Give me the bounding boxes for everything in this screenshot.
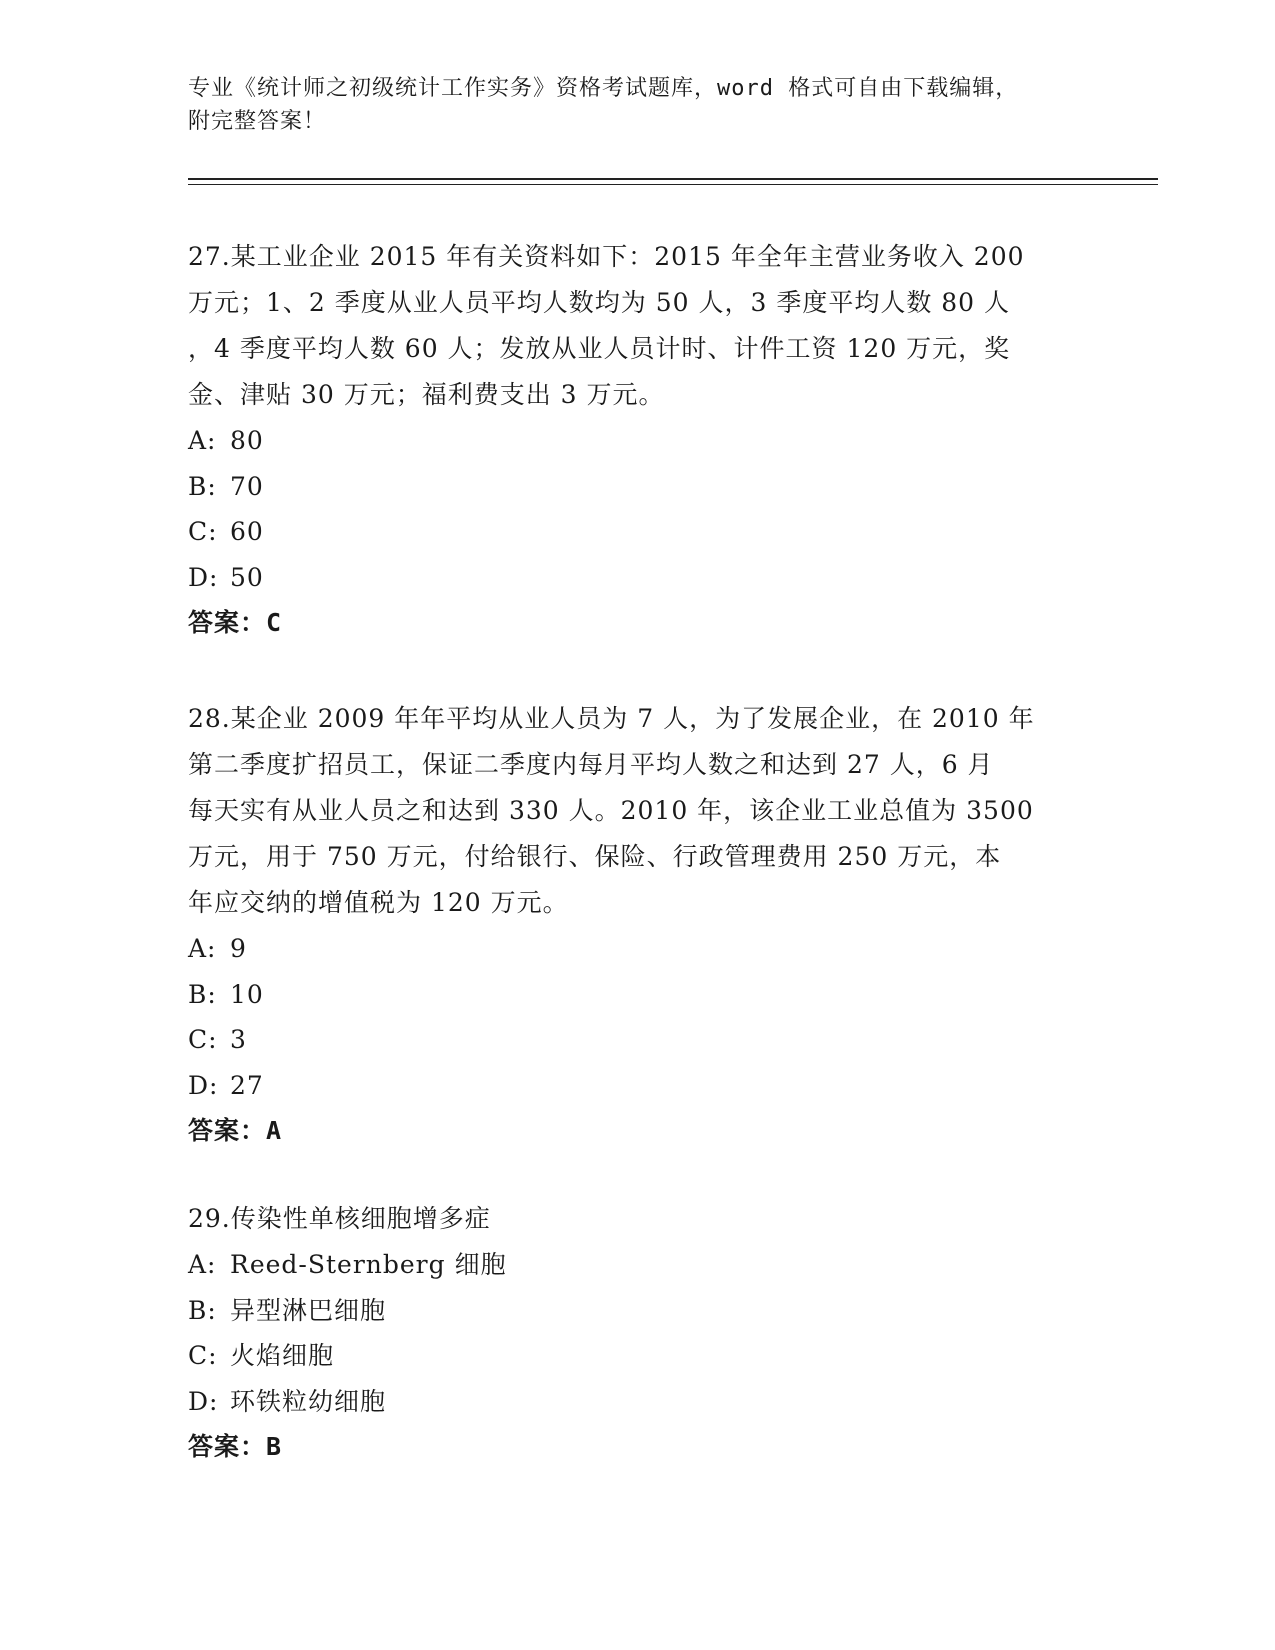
option-a: A: 80	[188, 426, 264, 455]
option-a: A: 9	[188, 934, 247, 963]
question-29	[188, 1196, 1068, 1470]
question-text-line: 万元；1、2 季度从业人员平均人数均为 50 人，3 季度平均人数 80 人	[188, 288, 1011, 317]
document-header	[188, 72, 1088, 138]
question-text-line: 27.某工业企业 2015 年有关资料如下：2015 年全年主营业务收入 200	[188, 242, 1025, 271]
question-text-line: 第二季度扩招员工，保证二季度内每月平均人数之和达到 27 人，6 月	[188, 750, 994, 779]
header-line-2: 附完整答案！	[188, 109, 327, 134]
option-d: D: 环铁粒幼细胞	[188, 1386, 387, 1416]
question-28	[188, 696, 1068, 1154]
question-text-line: 金、津贴 30 万元；福利费支出 3 万元。	[188, 380, 665, 409]
question-text-line: 29.传染性单核细胞增多症	[188, 1204, 491, 1233]
answer-line: 答案：C	[188, 608, 283, 638]
question-text-line: 28.某企业 2009 年年平均从业人员为 7 人，为了发展企业，在 2010 年	[188, 704, 1035, 733]
header-rule-thick	[188, 178, 1158, 180]
option-b: B: 10	[188, 979, 264, 1009]
question-text-line: 每天实有从业人员之和达到 330 人。2010 年，该企业工业总值为 3500	[188, 796, 1034, 825]
question-27	[188, 234, 1068, 646]
option-c: C: 3	[188, 1025, 247, 1055]
question-text-line: ，4 季度平均人数 60 人；发放从业人员计时、计件工资 120 万元，奖	[188, 334, 1011, 363]
answer-line: 答案：B	[188, 1432, 283, 1462]
option-b: B: 70	[188, 471, 264, 501]
question-text-line: 万元，用于 750 万元，付给银行、保险、行政管理费用 250 万元，本	[188, 842, 1002, 871]
answer-line: 答案：A	[188, 1116, 283, 1146]
option-c: C: 火焰细胞	[188, 1341, 335, 1371]
header-rule-thin	[188, 184, 1158, 185]
option-b: B: 异型淋巴细胞	[188, 1295, 387, 1325]
option-a: A: Reed-Sternberg 细胞	[188, 1250, 507, 1279]
option-d: D: 27	[188, 1070, 264, 1100]
header-line-1: 专业《统计师之初级统计工作实务》资格考试题库，word 格式可自由下载编辑，	[188, 76, 1019, 101]
question-text-line: 年应交纳的增值税为 120 万元。	[188, 888, 569, 917]
option-c: C: 60	[188, 517, 264, 547]
option-d: D: 50	[188, 562, 264, 592]
